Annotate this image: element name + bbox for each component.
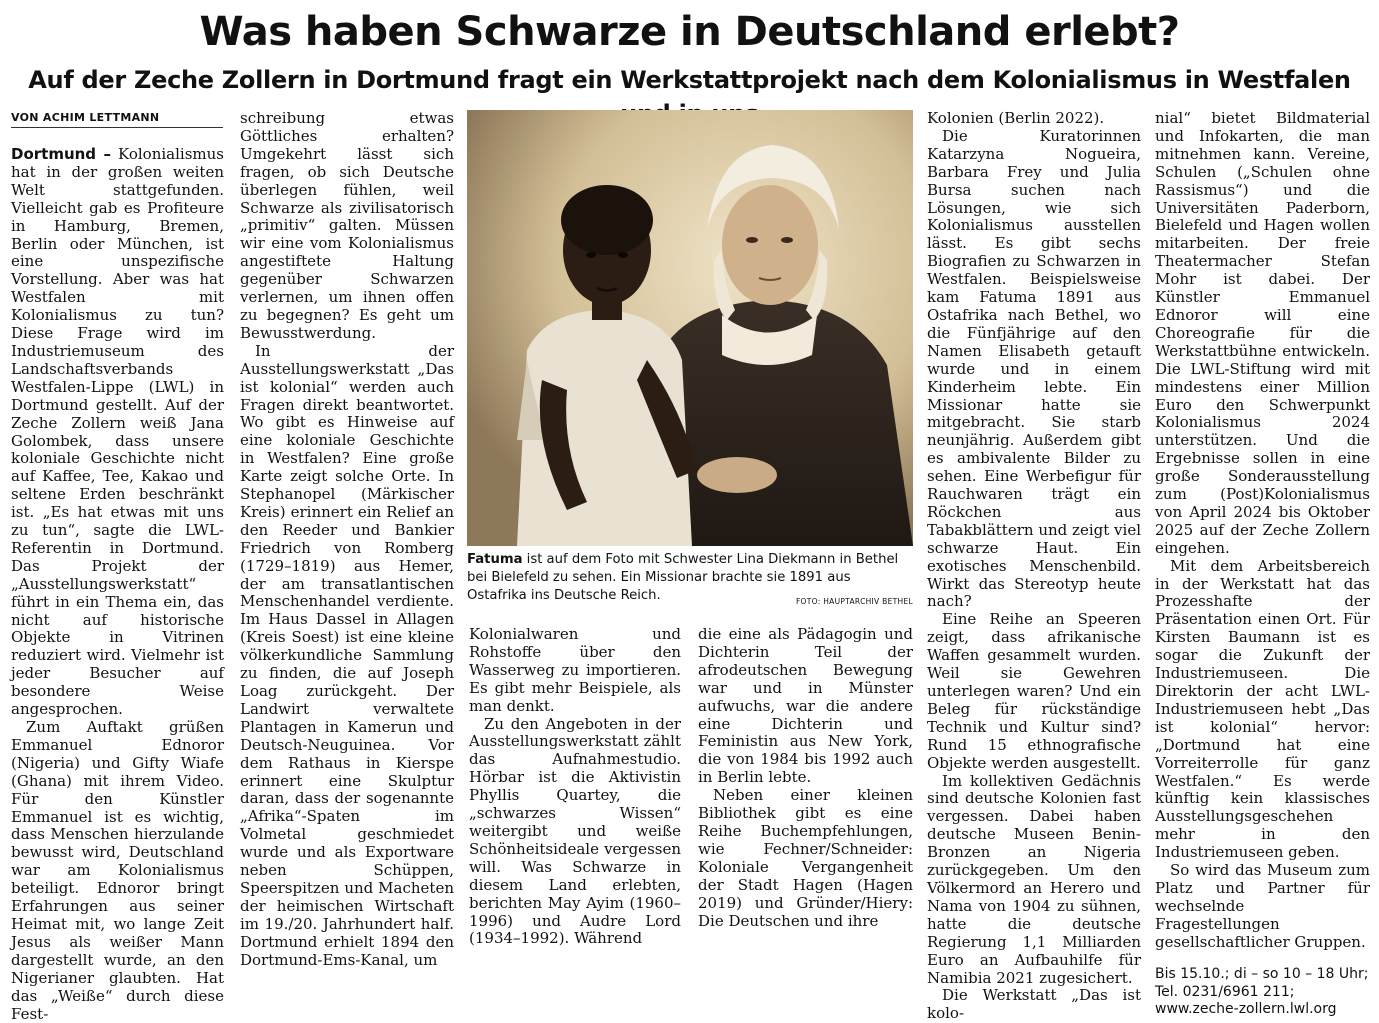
subheadline: Auf der Zeche Zollern in Dortmund fragt ein Werkstattprojekt nach dem Kolonialismus in Westfalen — [28, 66, 1351, 94]
column-3 — [469, 625, 681, 948]
column-6 — [1155, 109, 1370, 1018]
column-5 — [927, 109, 1141, 1023]
paragraph: In der Ausstellungswerkstatt „Das ist kolonial“ werden auch Fragen direkt beantwortet. Wo gibt es Hinweise auf eine koloniale Geschichte in Westfalen? Eine große Karte zeigt solche Orte. In Stephanopel (Märkischer Kreis) erinnert ein Relief an den Reeder und Bankier Friedrich von Romberg (1729–1819) aus Hemer, der am transatlantischen Menschenhandel verdiente. Im Haus Dassel in Allagen (Kreis Soest) ist eine kleine völkerkundliche Sammlung zu finden, die auf Joseph Loag zurückgeht. Der Landwirt verwaltete Plantagen in Kamerun und Deutsch-Neuguinea. Vor dem Rathaus in Kierspe erinnert eine Skulptur daran, dass der sogenannte „Afrika“-Spaten im Volmetal geschmiedet wurde und als Exportware neben Schüppen, Speerspitzen und Macheten der heimischen Wirtschaft im 19./20. Jahrhundert half. Dortmund erhielt 1894 den Dortmund-Ems-Kanal, um — [240, 341, 454, 969]
paragraph: Kolonialwaren und Rohstoffe über den Wasserweg zu importieren. Es gibt mehr Beispiele, als man denkt. — [469, 625, 681, 715]
paragraph: Zum Auftakt grüßen Emmanuel Ednoror (Nigeria) und Gifty Wiafe (Ghana) mit ihrem Video. Für den Künstler Emmanuel ist es wichtig, dass Menschen hierzulande bewusst wird, Deutschland war am Kolonialismus beteiligt. Ednoror bringt Erfahrungen aus seiner Heimat mit, wo lange Zeit Jesus als weißer Mann dargestellt wurde, an den Nigerianer glaubten. Hat das „Weiße“ durch diese Fest- — [11, 718, 224, 1023]
caption-lead: Fatuma — [467, 552, 523, 567]
column-1 — [11, 145, 224, 1023]
paragraph — [11, 146, 224, 719]
paragraph: Kolonien (Berlin 2022). — [927, 109, 1105, 127]
column-2 — [240, 109, 454, 969]
photo-caption — [467, 551, 913, 611]
paragraph: Zu den Angeboten in der Ausstellungswerkstatt zählt das Aufnahmestudio. Hörbar ist die Aktivistin Phyllis Quartey, die „schwarzes Wissen“ weitergibt und weiße Schönheitsideale vergessen will. Was Schwarze in diesem Land erlebten, berichten May Ayim (1960–1996) und Audre Lord (1934–1992). Während — [469, 714, 681, 948]
photo-fatuma-and-sister — [467, 110, 913, 546]
paragraph-text: Kolonialismus hat in der großen weiten Welt stattgefunden. Vielleicht gab es Profiteure in Hamburg, Bremen, Berlin oder München, ist eine unspezifische Vorstellung. Aber was hat Westfalen mit Kolonialismus zu tun? Diese Frage wird im Industriemuseum des Landschaftsverbands Westfalen-Lippe (LWL) in Dortmund gestellt. Auf der Zeche Zollern weiß Jana Golombek, dass unsere koloniale Geschichte nicht auf Kaffee, Tee, Kakao und seltene Erden beschränkt ist. „Es hat etwas mit uns zu tun“, sagte die LWL-Referentin in Dortmund. Das Projekt der „Ausstellungswerkstatt“ führt in ein Thema ein, das nicht auf historische Objekte in Vitrinen reduziert wird. Vielmehr ist jeder Besucher auf besondere Weise angesprochen. — [11, 145, 224, 719]
info-box: Bis 15.10.; di – so 10 – 18 Uhr; Tel. 0231/6961 211; www.zeche-zollern.lwl.org — [1155, 965, 1369, 1018]
paragraph: die eine als Pädagogin und Dichterin Teil der afrodeutschen Bewegung war und in Münster aufwuchs, war die andere eine Dichterin und Feministin aus New York, die von 1984 bis 1992 auch in Berlin lebte. — [698, 625, 913, 787]
dateline: Dortmund – — [11, 145, 112, 163]
photo-illustration — [467, 110, 913, 546]
paragraph: Neben einer kleinen Bibliothek gibt es eine Reihe Buchempfehlungen, wie Fechner/Schneider: Koloniale Vergangenheit der Stadt Hagen (Hagen 2019) und Gründer/Hiery: Die Deutschen und ihre — [698, 786, 913, 930]
photo-credit: FOTO: HAUPTARCHIV BETHEL — [795, 597, 913, 606]
byline: VON ACHIM LETTMANN — [11, 111, 223, 128]
headline: Was haben Schwarze in Deutschland erlebt? — [199, 9, 1180, 55]
caption-text: ist auf dem Foto mit Schwester Lina Diekmann in Bethel bei Bielefeld zu sehen. Ein Missionar brachte sie 1891 aus Ostafrika ins Deutsche Reich. — [467, 552, 899, 603]
paragraph: Eine Reihe an Speeren zeigt, dass afrikanische Waffen gesammelt wurden. Weil sie Gewehren unterlegen waren? Und ein Beleg für rückständige Technik und Kultur sind? Rund 15 ethnografische Objekte werden ausgestellt. — [927, 610, 1141, 772]
paragraph: Im kollektiven Gedächnis sind deutsche Kolonien fast vergessen. Dabei haben deutsche Museen Benin-Bronzen an Nigeria zurückgegeben. Um den Völkermord an Herero und Nama von 1904 zu sühnen, hatte die deutsche Regierung 1,1 Milliarden Euro an Aufbauhilfe für Namibia 2021 zugesichert. — [927, 771, 1141, 987]
paragraph: Die Kuratorinnen Katarzyna Nogueira, Barbara Frey und Julia Bursa suchen nach Lösungen, wie sich Kolonialismus ausstellen lässt. Es gibt sechs Biografien zu Schwarzen in Westfalen. Beispielsweise kam Fatuma 1891 aus Ostafrika nach Bethel, wo die Fünfjährige auf den Namen Elisabeth getauft wurde und in einem Kinderheim lebte. Ein Missionar hatte sie mitgebracht. Sie starb neunjährig. Außerdem gibt es ambivalente Bilder zu sehen. Eine Werbefigur für Rauchwaren trägt ein Röckchen aus Tabakblättern und zeigt viel schwarze Haut. Ein exotisches Menschenbild. Wirkt das Stereotyp heute nach? — [927, 126, 1141, 611]
paragraph: nial“ bietet Bildmaterial und Infokarten, die man mitnehmen kann. Vereine, Schulen („Schulen ohne Rassismus“) und die Universitäten Paderborn, Bielefeld und Hagen wollen mitarbeiten. Der freie Theatermacher Stefan Mohr ist dabei. Der Künstler Emmanuel Ednoror will eine Choreografie für die Werkstattbühne entwickeln. Die LWL-Stiftung wird mit mindestens einer Million Euro den Schwerpunkt Kolonialismus 2024 unterstützen. Und die Ergebnisse sollen in eine große Sonderausstellung zum (Post)Kolonialismus von April 2024 bis Oktober 2025 auf der Zeche Zollern eingehen. — [1155, 109, 1370, 557]
column-4 — [698, 625, 913, 930]
paragraph: schreibung etwas Göttliches erhalten? Umgekehrt lässt sich fragen, ob sich Deutsche überlegen fühlen, weil Schwarze als zivilisatorisch „primitiv“ galten. Müssen wir eine vom Kolonialismus angestiftete Haltung gegenüber Schwarzen verlernen, um ihnen offen zu begegnen? Es geht um Bewusstwerdung. — [240, 109, 454, 342]
paragraph: Mit dem Arbeitsbereich in der Werkstatt hat das Prozesshafte der Präsentation einen Ort. Für Kirsten Baumann ist es sogar die Zukunft der Industriemuseen. Die Direktorin der acht LWL-Industriemuseen hebt „Das ist kolonial“ hervor: „Dortmund hat eine Vorreiterrolle für ganz Westfalen.“ Es werde künftig kein klassisches Ausstellungsgeschehen mehr in den Industriemuseen geben. — [1155, 556, 1370, 862]
paragraph: So wird das Museum zum Platz und Partner für wechselnde Fragestellungen gesellschaftlicher Gruppen. — [1155, 861, 1370, 951]
paragraph: Die Werkstatt „Das ist kolo- — [927, 986, 1141, 1023]
